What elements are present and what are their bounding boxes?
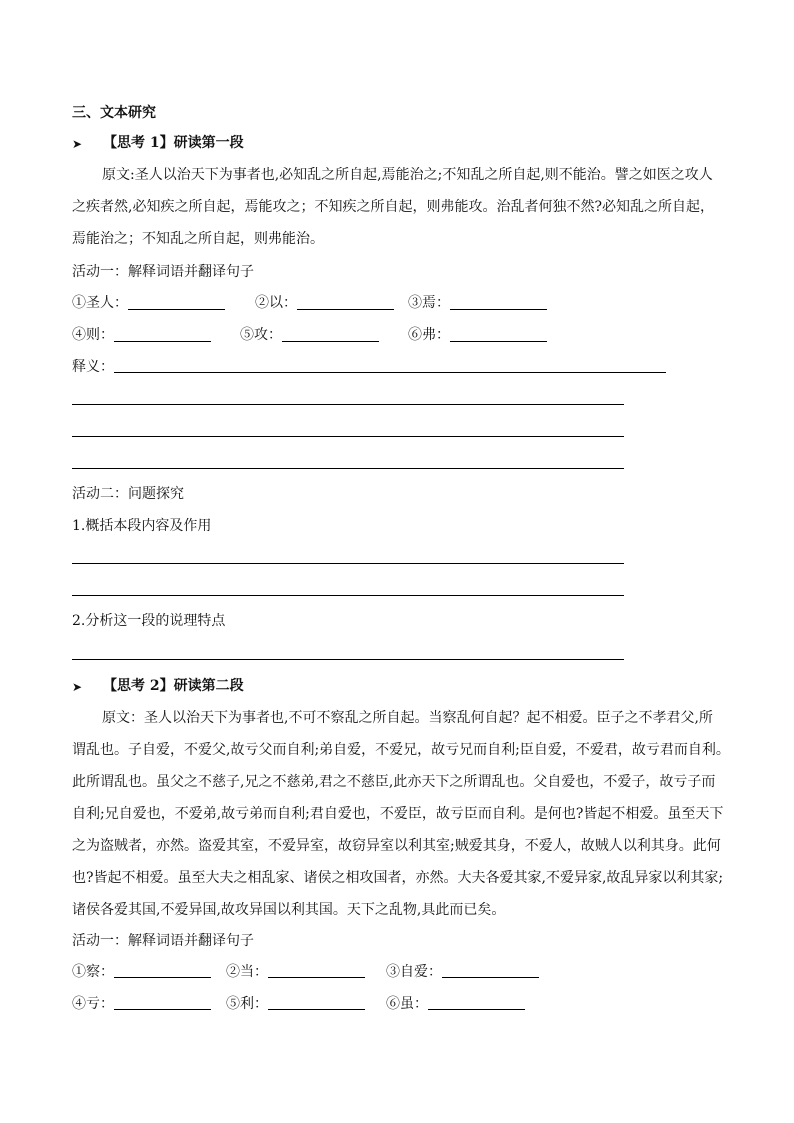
blank-line[interactable] — [297, 309, 394, 310]
word-label-sui: ⑥虽： — [386, 996, 428, 1012]
blank-line[interactable] — [268, 977, 365, 978]
think2-para-line-6: 也?皆起不相爱。虽至大夫之相乱家、诸侯之相攻国者，亦然。大夫各爱其家,不爱异家,故乱异家以利其家; — [72, 870, 724, 886]
word-label-yan: ③焉： — [408, 295, 450, 311]
think2-para-line-2: 谓乱也。子自爱，不爱父,故亏父而自利;弟自爱，不爱兄，故亏兄而自利;臣自爱，不爱君，故亏君而自利。 — [72, 742, 730, 758]
think2-para-line-7: 诸侯各爱其国,不爱异国,故攻异国以利其国。天下之乱物,具此而已矣。 — [72, 902, 506, 918]
word-label-li: ⑤利： — [226, 996, 268, 1012]
answer-line[interactable] — [72, 468, 624, 469]
blank-line[interactable] — [442, 977, 539, 978]
think1-para-line-3: 焉能治之；不知乱之所自起，则弗能治。 — [72, 231, 324, 247]
blank-line[interactable] — [450, 341, 547, 342]
word-label-cha: ①察： — [72, 964, 114, 980]
think2-para-line-1: 原文：圣人以治天下为事者也,不可不察乱之所自起。当察乱何自起？起不相爱。臣子之不孝君父,所 — [102, 710, 713, 726]
arrow-icon: ➤ — [72, 137, 83, 151]
blank-line[interactable] — [428, 1009, 525, 1010]
arrow-icon: ➤ — [72, 680, 83, 694]
think2-para-line-4: 自利;兄自爱也，不爱弟,故亏弟而自利;君自爱也，不爱臣，故亏臣而自利。是何也?皆起不相爱。虽至天下 — [72, 806, 724, 822]
answer-line[interactable] — [72, 404, 624, 405]
blank-line[interactable] — [128, 309, 225, 310]
blank-line[interactable] — [282, 341, 379, 342]
think1-para-line-2: 之疾者然,必知疾之所自起，焉能攻之；不知疾之所自起，则弗能攻。治乱者何独不然?必知乱之所自起， — [72, 199, 714, 215]
blank-line[interactable] — [114, 1009, 211, 1010]
answer-line[interactable] — [114, 372, 666, 373]
section-title: 三、文本研究 — [72, 105, 156, 121]
think1-title: 【思考 1】研读第一段 — [103, 135, 244, 151]
answer-line[interactable] — [72, 563, 624, 564]
answer-line[interactable] — [72, 659, 624, 660]
blank-line[interactable] — [114, 977, 211, 978]
answer-line[interactable] — [72, 436, 624, 437]
word-label-yi: ②以： — [255, 295, 297, 311]
word-label-ziai: ③自爱： — [386, 964, 442, 980]
think1-para-line-1: 原文:圣人以治天下为事者也,必知乱之所自起,焉能治之;不知乱之所自起,则不能治。譬之如医之攻人 — [102, 167, 713, 183]
word-label-gong: ⑤攻： — [240, 327, 282, 343]
blank-line[interactable] — [268, 1009, 365, 1010]
think2-para-line-3: 此所谓乱也。虽父之不慈子,兄之不慈弟,君之不慈臣,此亦天下之所谓乱也。父自爱也，不爱子，故亏子而 — [72, 774, 716, 790]
blank-line[interactable] — [450, 309, 547, 310]
think2-title: 【思考 2】研读第二段 — [103, 678, 244, 694]
word-label-fu: ⑥弗： — [408, 327, 450, 343]
meaning-label: 释义： — [72, 359, 114, 375]
word-label-dang: ②当： — [226, 964, 268, 980]
question-1: 1.概括本段内容及作用 — [72, 518, 212, 534]
word-label-shengren: ①圣人： — [72, 295, 128, 311]
word-label-ze: ④则： — [72, 327, 114, 343]
think2-activity1-label: 活动一：解释词语并翻译句子 — [72, 933, 254, 949]
blank-line[interactable] — [114, 341, 211, 342]
think1-activity1-label: 活动一：解释词语并翻译句子 — [72, 264, 254, 280]
think2-para-line-5: 之为盗贼者，亦然。盗爱其室，不爱异室，故窃异室以利其室;贼爱其身，不爱人，故贼人以利其身。此何 — [72, 838, 721, 854]
think1-activity2-label: 活动二：问题探究 — [72, 486, 184, 502]
question-2: 2.分析这一段的说理特点 — [72, 613, 226, 629]
word-label-kui: ④亏： — [72, 996, 114, 1012]
answer-line[interactable] — [72, 595, 624, 596]
